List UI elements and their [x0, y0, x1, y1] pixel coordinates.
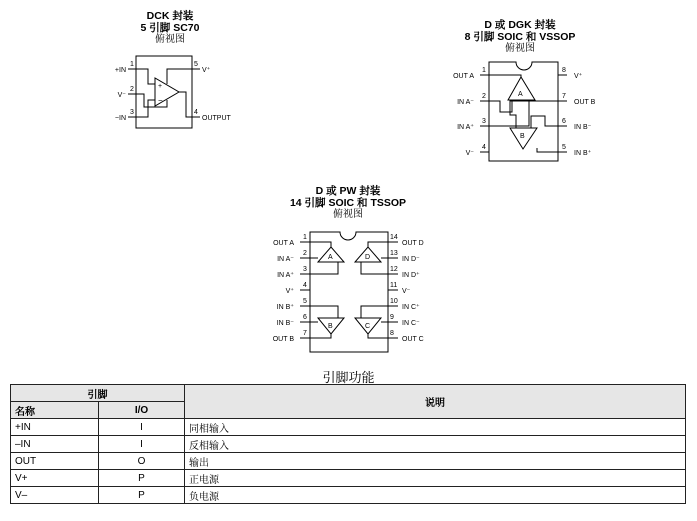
- dgk-pin-num: 5: [562, 144, 566, 151]
- pw-pin-label: IN D⁺: [402, 272, 420, 279]
- pin-desc-cell: 反相输入: [185, 436, 686, 453]
- dgk-pin-label: OUT B: [574, 99, 596, 106]
- pw-pin-label: OUT A: [273, 240, 294, 247]
- table-row: [11, 453, 686, 470]
- pw-pin-label: OUT D: [402, 240, 424, 247]
- svg-text:−: −: [158, 96, 163, 105]
- pw-pin-num: 14: [390, 234, 398, 241]
- dck-pin-num: 1: [130, 61, 134, 68]
- dck-title-line3: 俯视图: [155, 34, 185, 45]
- pin-functions-table: [10, 384, 686, 504]
- io-column-header: I/O: [99, 402, 185, 419]
- pin-name-cell: OUT: [11, 453, 99, 470]
- pin-group-header: 引脚: [11, 385, 185, 402]
- dck-title-line2: 5 引脚 SC70: [140, 22, 200, 34]
- pw-amp-a-label: A: [328, 254, 333, 261]
- dgk-title-line1: D 或 DGK 封装: [484, 19, 556, 31]
- svg-text:+: +: [158, 83, 163, 90]
- dck-pin-num: 2: [130, 86, 134, 93]
- dgk-pin-num: 2: [482, 93, 486, 100]
- pin-io-cell: I: [99, 419, 185, 436]
- dgk-pin-label: OUT A: [453, 73, 474, 80]
- pw-pin-num: 10: [390, 298, 398, 305]
- pin-name-cell: –IN: [11, 436, 99, 453]
- pin-desc-cell: 正电源: [185, 470, 686, 487]
- dck-pin-num: 3: [130, 109, 134, 116]
- pw-pin-label: IN B⁻: [276, 320, 294, 327]
- pw-pin-num: 3: [303, 266, 307, 273]
- table-row: [11, 470, 686, 487]
- dck-pin-label: OUTPUT: [202, 115, 231, 122]
- pw-pin-num: 13: [390, 250, 398, 257]
- pin-desc-cell: 负电源: [185, 487, 686, 504]
- pw-amp-d-label: D: [365, 254, 371, 261]
- dgk-pin-num: 3: [482, 118, 486, 125]
- dgk-pin-label: IN B⁺: [574, 150, 592, 157]
- pw-pin-num: 8: [390, 330, 394, 337]
- pw-pin-label: IN A⁻: [277, 256, 294, 263]
- table-row: [11, 419, 686, 436]
- dgk-amp-b-label: B: [520, 133, 525, 140]
- dgk-pin-label: V⁺: [574, 73, 583, 80]
- pw-pin-label: IN D⁻: [402, 256, 420, 263]
- dck-pin-num: 5: [194, 61, 198, 68]
- dgk-pin-label: IN A⁺: [457, 124, 474, 131]
- dck-pin-num: 4: [194, 109, 198, 116]
- dgk-pin-num: 7: [562, 93, 566, 100]
- dgk-pin-num: 4: [482, 144, 486, 151]
- dck-pin-label: V⁺: [202, 67, 211, 74]
- pw-pin-num: 1: [303, 234, 307, 241]
- pin-io-cell: O: [99, 453, 185, 470]
- dck-pin-label: +IN: [114, 67, 126, 74]
- desc-column-header: 说明: [185, 385, 686, 419]
- dgk-amp-a-label: A: [518, 91, 523, 98]
- pin-name-cell: V–: [11, 487, 99, 504]
- pw-pin-label: V⁻: [402, 288, 411, 295]
- pin-name-cell: +IN: [11, 419, 99, 436]
- pin-name-cell: V+: [11, 470, 99, 487]
- pw-pin-num: 11: [390, 282, 398, 289]
- dck-pin-label: −IN: [114, 115, 126, 122]
- pin-functions-title: 引脚功能: [322, 370, 375, 385]
- pw-title-line3: 俯视图: [333, 209, 363, 220]
- pin-io-cell: P: [99, 487, 185, 504]
- pin-desc-cell: 同相输入: [185, 419, 686, 436]
- pw-pin-label: IN B⁺: [276, 304, 294, 311]
- pw-pin-label: IN C⁺: [402, 304, 420, 311]
- dgk-title-line3: 俯视图: [505, 43, 535, 54]
- pw-pin-num: 4: [303, 282, 307, 289]
- pin-desc-cell: 输出: [185, 453, 686, 470]
- table-row: [11, 487, 686, 504]
- dgk-pin-num: 6: [562, 118, 566, 125]
- pw-pin-num: 12: [390, 266, 398, 273]
- pw-pin-num: 9: [390, 314, 394, 321]
- pw-pin-num: 2: [303, 250, 307, 257]
- pw-pin-num: 7: [303, 330, 307, 337]
- pw-title-line1: D 或 PW 封装: [315, 185, 381, 197]
- dck-pin-label: V⁻: [117, 92, 126, 99]
- pw-pin-num: 5: [303, 298, 307, 305]
- dgk-pin-label: IN B⁻: [574, 124, 592, 131]
- dgk-pin-label: IN A⁻: [457, 99, 474, 106]
- pin-io-cell: P: [99, 470, 185, 487]
- pw-pin-label: OUT C: [402, 336, 424, 343]
- dck-title-line1: DCK 封装: [146, 10, 194, 22]
- dgk-title-line2: 8 引脚 SOIC 和 VSSOP: [464, 31, 576, 43]
- pw-title-line2: 14 引脚 SOIC 和 TSSOP: [289, 197, 407, 209]
- pw-pin-label: OUT B: [272, 336, 294, 343]
- pw-amp-b-label: B: [328, 323, 333, 330]
- name-column-header: 名称: [11, 402, 99, 419]
- pw-body: [310, 232, 388, 352]
- pw-pin-label: IN A⁺: [277, 272, 294, 279]
- pw-pin-num: 6: [303, 314, 307, 321]
- pin-io-cell: I: [99, 436, 185, 453]
- pw-amp-c-label: C: [365, 323, 371, 330]
- dgk-pin-label: V⁻: [465, 150, 474, 157]
- pw-pin-label: V⁺: [285, 288, 294, 295]
- table-row: [11, 436, 686, 453]
- pw-pin-label: IN C⁻: [402, 320, 420, 327]
- dgk-pin-num: 8: [562, 67, 566, 74]
- dgk-pin-num: 1: [482, 67, 486, 74]
